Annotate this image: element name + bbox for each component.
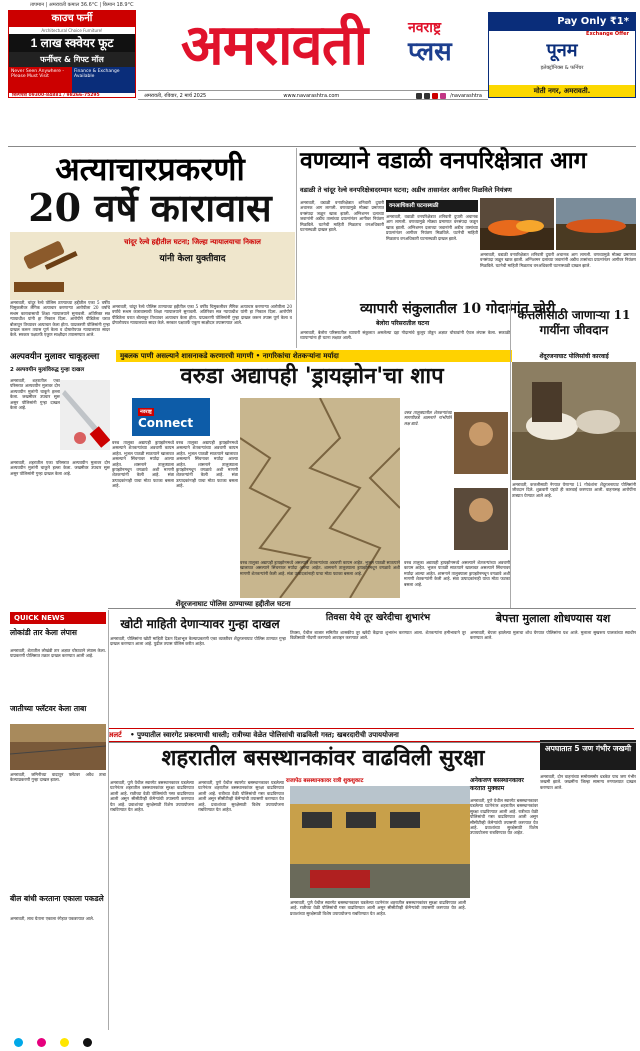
ad-brand: काउच फर्नी [9, 11, 135, 27]
minor-body: अमरावती, शहरातील एका परिसरात अल्पवयीन मुलावर दोन अल्पवयीन मुलांनी चाकूने हल्ला केला. जखमीवर उपचार सुरू असून पोलिसांनी गुन्हा दाखल केला आहे. [10, 378, 60, 411]
print-marks [0, 1034, 640, 1051]
x-icon[interactable] [424, 93, 430, 99]
minor-subheadline: 2 अल्पवयीन मुलांविरुद्ध गुन्हा दाखल [10, 367, 85, 373]
rule [8, 146, 636, 147]
drought-body-4: वरुड तालुका अद्यापही ड्रायझोनमध्ये असल्याने शेतकऱ्यांच्या अडचणी कायम आहेत. भूजल पातळी सातत्याने खालावत असल्याने सिंचनावर मर्यादा आल्या आहेत. शासनाने तालुक्याला ड्रायझोनमधून वगळावे अशी मागणी शेतकऱ्यांनी केली आहे. संत्रा उत्पादकांनाही याचा मोठा फटका बसला आहे. [240, 560, 400, 576]
missing-body: अमरावती, बेपत्ता झालेल्या मुलाचा शोध घेण्यात पोलिसांना यश आले. मुलाला सुखरूप पालकांच्या स्वाधीन करण्यात आले. [470, 630, 636, 641]
drought-body-3: वरुड तालुका अद्यापही ड्रायझोनमध्ये असल्याने शेतकऱ्यांच्या अडचणी कायम आहेत. भूजल पातळी सातत्याने खालावत असल्याने सिंचनावर मर्यादा आल्या आहेत. शासनाने तालुक्याला ड्रायझोनमधून वगळावे अशी मागणी शेतकऱ्यांनी केली आहे. संत्रा उत्पादकांनाही याचा मोठा फटका बसला आहे. [404, 560, 510, 587]
warehouse-subheadline: बेलोरा परिसरातील घटना [376, 320, 430, 327]
warehouse-body: अमरावती, बेलोरा परिसरातील व्यापारी संकुलात असलेल्या दहा गोदामांचे कुलूप तोडून अज्ञात चोरट्यांनी ऐवज लंपास केला. सकाळी व्यापाऱ्यांना ही घटना लक्षात आली. [300, 330, 510, 341]
lead-headline-1: अत्याचारप्रकरणी [55, 150, 245, 188]
warehouse-headline: व्यापारी संकुलातील 10 गोदामांत चोरी [360, 301, 556, 317]
connect-logo [132, 398, 210, 436]
dateline [138, 90, 488, 100]
bus-side-head: अनेकजण बसस्थानकावर करतात मुक्काम [470, 777, 524, 792]
ad-mid-text: फर्नीचर & गिफ्ट मॉल [9, 52, 135, 67]
st-tag: शेंदूरजनाघाट पोलिस ठाण्याच्या हद्दीतील घटना [175, 600, 291, 608]
ad-store-address: मोती नगर, अमरावती. [489, 85, 635, 97]
drought-quote: वरुड तालुक्यातील शेतकऱ्यांच्या मागणीकडे शासनाने गांभीर्याने लक्ष द्यावे. [404, 410, 452, 426]
missing-headline: बेपत्ता मुलाला शोधण्यास यश [495, 612, 611, 625]
accident-body: अमरावती, दोन वाहनांच्या समोरासमोर धडकेत पाच जण गंभीर जखमी झाले. जखमींना जिल्हा सामान्य रुग्णालयात दाखल करण्यात आले. [540, 774, 636, 790]
vertical-rule [510, 300, 511, 608]
ad-big-text: 1 लाख स्क्वेयर फूट [9, 34, 135, 52]
lead-body-2: अमरावती, चांदूर रेल्वे पोलिस ठाण्याच्या हद्दीतील एका 5 वर्षीय चिमुकलीवर लैंगिक अत्याचार करणाऱ्या आरोपीला 20 वर्षांचे सश्रम कारावासाची शिक्षा न्यायालयाने सुनावली. अतिरिक्त सत्र न्यायाधीश यांनी हा निकाल दिला. आरोपीने पीडितेला घरात बोलावून तिच्यावर अत्याचार केला होता. याप्रकरणी पोलिसांनी गुन्हा दाखल करून तपास पूर्ण केला व दोषारोपपत्र न्यायालयात सादर केले. सरकार पक्षातर्फे एकूण साक्षीदार तपासण्यात आले. [112, 304, 292, 326]
quick-news-title-1: लोकांडी तार केला लंपास [10, 628, 77, 637]
vertical-rule [108, 610, 109, 1030]
fire-body: अमरावती, वडाळी वनपरिक्षेत्रात शनिवारी दुपारी अचानक आग लागली. वणव्यामुळे मोठ्या प्रमाणात वनसंपदा जळून खाक झाली. अग्निशमन दलाच्या जवानांनी अडीच तासांच्या प्रयत्नांनंतर आगीवर नियंत्रण मिळविले. घटनेची माहिती मिळताच वनअधिकारी घटनास्थळी दाखल झाले. [300, 200, 384, 233]
quick-news-body-1: अमरावती, शेतातील लोखंडी तार अज्ञात चोरट्याने लंपास केला. याप्रकरणी पोलिसात तक्रार दाखल करण्यात आली आहे. [10, 648, 106, 659]
drought-body-1: वरुड तालुका अद्यापही ड्रायझोनमध्ये असल्याने शेतकऱ्यांच्या अडचणी कायम आहेत. भूजल पातळी सातत्याने खालावत असल्याने सिंचनावर मर्यादा आल्या आहेत. शासनाने तालुक्याला ड्रायझोनमधून वगळावे अशी मागणी शेतकऱ्यांनी केली आहे. संत्रा उत्पादकांनाही याचा मोठा फटका बसला आहे. [112, 440, 174, 489]
facebook-icon[interactable] [416, 93, 422, 99]
black-mark-icon [83, 1038, 92, 1047]
tivsa-headline: तिवसा येथे तूर खरेदीचा शुभारंभ [325, 613, 431, 623]
fire-photo-2 [556, 198, 636, 250]
cow-body: अमरावती, कत्तलीसाठी नेण्यात येणाऱ्या 11 गोवंशांना शेंदूरजनाघाट पोलिसांनी जीवदान दिले. शुक्रवारी पहाटे ही कारवाई करण्यात आली. वाहनासह आरोपींना ताब्यात घेण्यात आले आहे. [512, 482, 636, 498]
connect-tag: नवराष्ट्र [140, 409, 152, 415]
ad-exchange: Exchange Offer [586, 31, 629, 37]
alert-text: • पुण्यातील स्वारगेट प्रकरणाची धास्ती; रात्रीच्या वेळेत पोलिसांची वाढविली गस्त; खबरदारीची उपाययोजना [130, 731, 399, 739]
quick-news-title-3: बील बांधी करताना एकाला पकडले [10, 894, 104, 903]
cow-headline: कत्तलीसाठी जाणाऱ्या 11 गायींना जीवदान [517, 308, 631, 337]
weather-line: तापमान | अमरावती कमाल 36.6°C | किमान 18.9°C [30, 2, 134, 8]
bus-side-body: अमरावती, पुणे येथील स्वारगेट बसस्थानकावर घडलेल्या घटनेनंतर शहरातील बसस्थानकांवर सुरक्षा वाढविण्यात आली आहे. रात्रीच्या वेळी पोलिसांची गस्त वाढविण्यात आली असून सीसीटीव्ही कॅमेऱ्यांची तपासणी करण्यात येत आहे. प्रवाशांच्या सुरक्षेसाठी विशेष उपाययोजना राबविण्यात येत आहेत. [470, 798, 538, 836]
lead-body: अमरावती, चांदूर रेल्वे पोलिस ठाण्याच्या हद्दीतील एका 5 वर्षीय चिमुकलीवर लैंगिक अत्याचार करणाऱ्या आरोपीला 20 वर्षांचे सश्रम कारावासाची शिक्षा न्यायालयाने सुनावली. अतिरिक्त सत्र न्यायाधीश यांनी हा निकाल दिला. आरोपीने पीडितेला घरात बोलावून तिच्यावर अत्याचार केला होता. याप्रकरणी पोलिसांनी गुन्हा दाखल करून तपास पूर्ण केला व दोषारोपपत्र न्यायालयात सादर केले. सरकार पक्षातर्फे एकूण साक्षीदार तपासण्यात आले. [10, 300, 110, 338]
ad-side-a: Never Seen Anywhere - Please Must Visit [9, 67, 72, 93]
ad-electronics[interactable] [488, 12, 636, 98]
st-body: अमरावती, पोलिसांना खोटी माहिती देऊन दिशाभूल केल्याप्रकरणी एका व्यक्तीवर शेंदूरजनाघाट पोलिस ठाण्यात गुन्हा दाखल करण्यात आला आहे. पुढील तपास पोलिस करीत आहेत. [110, 636, 286, 647]
fire-photo [480, 198, 554, 250]
fire-subheadline: वडाळी ते चांदूर रेल्वे वनपरिक्षेत्रादरम्यान घटना; अडीच तासानंतर आगीवर मिळविले नियंत्रण [300, 186, 512, 194]
ad-furniture[interactable] [8, 10, 136, 98]
youtube-icon[interactable] [432, 93, 438, 99]
website[interactable]: www.navarashtra.com [283, 93, 340, 99]
ad-footer: शिल्पपत्री 09300-84881 / 98266-75295 [12, 93, 100, 98]
quick-news-label: QUICK NEWS [10, 612, 106, 624]
knife-image [60, 380, 110, 450]
lead-headline [10, 150, 290, 228]
quick-news-title-2: जातीच्या फ्लॅटवर केला ताबा [10, 704, 87, 713]
cow-subheadline: शेंदूरजनाघाट पोलिसांची कारवाई [539, 353, 609, 360]
quick-news-body-3: अमरावती, लाच घेताना एकाला रंगेहात पकडण्यात आले. [10, 916, 95, 921]
ad-tagline: Architectural Choice Furniture! [41, 28, 103, 33]
cow-photo [512, 362, 636, 480]
quick-news-body-2: अमरावती, जमिनीच्या वादातून फ्लॅटवर अवैध ताबा केल्याप्रकरणी गुन्हा दाखल झाला. [10, 772, 106, 783]
connect-label: Connect [138, 416, 194, 430]
bus-body-3: अमरावती, पुणे येथील स्वारगेट बसस्थानकावर घडलेल्या घटनेनंतर शहरातील बसस्थानकांवर सुरक्षा वाढविण्यात आली आहे. रात्रीच्या वेळी पोलिसांची गस्त वाढविण्यात आली असून सीसीटीव्ही कॅमेऱ्यांची तपासणी करण्यात येत आहे. प्रवाशांच्या सुरक्षेसाठी विशेष उपाययोजना राबविण्यात येत आहेत. [290, 900, 466, 916]
lead-headline-2: 20 वर्षे कारावास [28, 185, 272, 230]
fire-headline-text: वणव्याने वडाळी वनपरिक्षेत्रात आग [300, 147, 587, 174]
vertical-rule [296, 148, 297, 348]
magenta-mark-icon [37, 1038, 46, 1047]
accident-headline: अपघातात 5 जण गंभीर जखमी [540, 740, 636, 770]
masthead-sub-b: प्लस [408, 37, 452, 67]
field-photo [10, 724, 106, 770]
fire-box-title: वनआधिकारी घटनास्थळी [386, 200, 478, 212]
rule [108, 608, 636, 609]
ad-store-sub: इलेक्ट्रॉनिक्स & फर्निचर [540, 65, 584, 71]
minor-body-2: अमरावती, शहरातील एका परिसरात अल्पवयीन मुलावर दोन अल्पवयीन मुलांनी चाकूने हल्ला केला. जखमीवर उपचार सुरू असून पोलिसांनी गुन्हा दाखल केला आहे. [10, 460, 110, 476]
yellow-mark-icon [60, 1038, 69, 1047]
tivsa-body: तिवसा, येथील बाजार समितीत शासकीय तूर खरेदी केंद्राचा शुभारंभ करण्यात आला. शेतकऱ्यांना हमीभावाने तूर विक्रीसाठी नोंदणी करण्याचे आवाहन करण्यात आले. [290, 630, 466, 641]
instagram-icon[interactable] [440, 93, 446, 99]
masthead-sub [408, 18, 488, 80]
ad-store-name: पूनम [546, 40, 578, 61]
fire-headline [300, 148, 636, 184]
alert-tag: अलर्ट [108, 731, 122, 739]
masthead-title: अमरावती [180, 12, 368, 78]
ad-side-b: Finance & Exchange Available [72, 67, 135, 93]
drought-band: मुबलक पाणी असल्याने शासनाकडे करणारची मागणी • नागरिकांचा शेतकऱ्यांना मर्यादा [116, 350, 512, 362]
rule [108, 742, 636, 743]
bus-stand-photo [290, 786, 470, 898]
bus-body-2: अमरावती, पुणे येथील स्वारगेट बसस्थानकावर घडलेल्या घटनेनंतर शहरातील बसस्थानकांवर सुरक्षा वाढविण्यात आली आहे. रात्रीच्या वेळी पोलिसांची गस्त वाढविण्यात आली असून सीसीटीव्ही कॅमेऱ्यांची तपासणी करण्यात येत आहे. प्रवाशांच्या सुरक्षेसाठी विशेष उपाययोजना राबविण्यात येत आहेत. [198, 780, 284, 813]
fire-body-2: अमरावती, वडाळी वनपरिक्षेत्रात शनिवारी दुपारी अचानक आग लागली. वणव्यामुळे मोठ्या प्रमाणात वनसंपदा जळून खाक झाली. अग्निशमन दलाच्या जवानांनी अडीच तासांच्या प्रयत्नांनंतर आगीवर नियंत्रण मिळविले. घटनेची माहिती मिळताच वनअधिकारी घटनास्थळी दाखल झाले. [480, 252, 636, 268]
gavel-image [14, 238, 84, 294]
bus-red-head: राजापेठ बसस्थानकावर रात्री शुकशुकाट [286, 778, 364, 784]
social-handle: /navarashtra [450, 93, 482, 99]
masthead-sub-a: नवराष्ट्र [408, 20, 442, 36]
court-tag: चांदूर रेल्वे हद्दीतील घटना; जिल्हा न्यायालयाचा निकाल [124, 238, 261, 246]
minor-headline: अल्पवयीन मुलावर चाकूहल्ला [10, 352, 100, 362]
bus-body-1: अमरावती, पुणे येथील स्वारगेट बसस्थानकावर घडलेल्या घटनेनंतर शहरातील बसस्थानकांवर सुरक्षा वाढविण्यात आली आहे. रात्रीच्या वेळी पोलिसांची गस्त वाढविण्यात आली असून सीसीटीव्ही कॅमेऱ्यांची तपासणी करण्यात येत आहे. प्रवाशांच्या सुरक्षेसाठी विशेष उपाययोजना राबविण्यात येत आहेत. [110, 780, 194, 813]
cyan-mark-icon [14, 1038, 23, 1047]
date: अमरावती, रविवार, 2 मार्च 2025 [144, 93, 207, 99]
bus-headline: शहरातील बसस्थानकांवर वाढविली सुरक्षा [161, 745, 485, 771]
drought-headline: वरुडा अद्यापही 'ड्रायझोन'चा शाप [180, 363, 444, 389]
ad-pay: Pay Only ₹1* [489, 13, 635, 31]
st-headline: खोटी माहिती देणाऱ्यावर गुन्हा दाखल [120, 617, 280, 631]
fire-box-body: अमरावती, वडाळी वनपरिक्षेत्रात शनिवारी दुपारी अचानक आग लागली. वणव्यामुळे मोठ्या प्रमाणात वनसंपदा जळून खाक झाली. अग्निशमन दलाच्या जवानांनी अडीच तासांच्या प्रयत्नांनंतर आगीवर नियंत्रण मिळविले. घटनेची माहिती मिळताच वनअधिकारी घटनास्थळी दाखल झाले. [386, 214, 478, 241]
masthead [138, 10, 410, 90]
social-links [416, 91, 482, 99]
court-title: यांनी केला युक्तीवाद [159, 254, 226, 264]
drought-body-2: वरुड तालुका अद्यापही ड्रायझोनमध्ये असल्याने शेतकऱ्यांच्या अडचणी कायम आहेत. भूजल पातळी सातत्याने खालावत असल्याने सिंचनावर मर्यादा आल्या आहेत. शासनाने तालुक्याला ड्रायझोनमधून वगळावे अशी मागणी शेतकऱ्यांनी केली आहे. संत्रा उत्पादकांनाही याचा मोठा फटका बसला आहे. [176, 440, 238, 489]
